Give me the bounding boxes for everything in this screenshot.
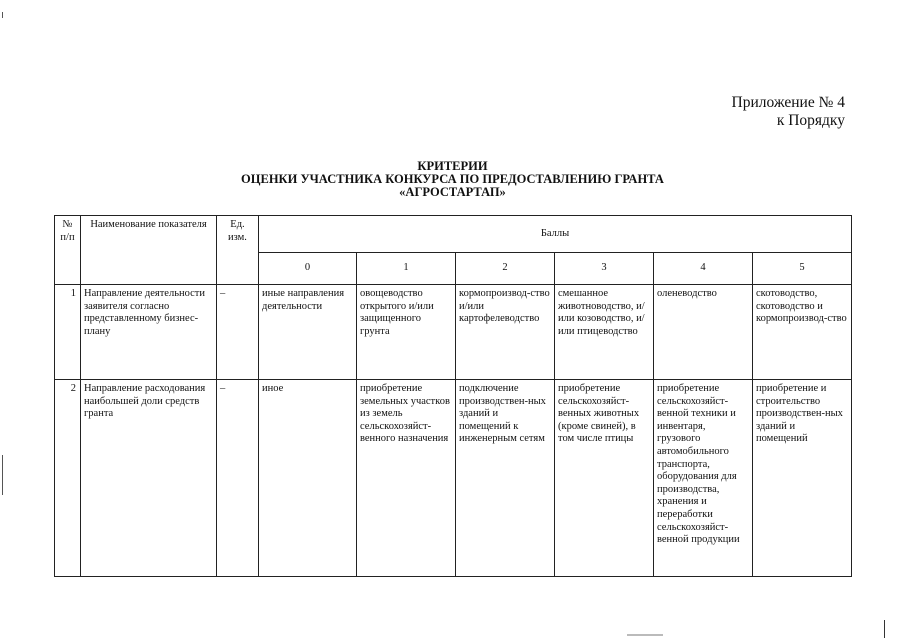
title-line-criteria: КРИТЕРИИ <box>417 159 488 173</box>
appendix-reference <box>732 94 845 130</box>
header-row <box>55 216 852 253</box>
criteria-table <box>54 215 852 577</box>
document-title <box>0 160 905 199</box>
row-score-4: приобретение сельскохозяйст-венной техники и инвентаря, грузового автомобильного транспорта, оборудования для производства, хранения и переработки сельскохозяйст-венной продукции <box>654 380 753 577</box>
scan-mark-right <box>884 620 885 638</box>
title-line-assessment: ОЦЕНКИ УЧАСТНИКА КОНКУРСА ПО ПРЕДОСТАВЛЕНИЮ ГРАНТА <box>241 172 664 186</box>
scan-mark-bottom <box>627 634 663 636</box>
appendix-number: Приложение № 4 <box>731 94 845 111</box>
row-score-0: иное <box>259 380 357 577</box>
header-unit: Ед. изм. <box>217 216 259 285</box>
row-num: 2 <box>55 380 81 577</box>
scan-mark-top <box>2 12 3 18</box>
score-col-2: 2 <box>456 253 555 285</box>
score-col-4: 4 <box>654 253 753 285</box>
score-col-3: 3 <box>555 253 654 285</box>
row-score-0: иные направления деятельности <box>259 285 357 380</box>
header-indicator-name: Наименование показателя <box>81 216 217 285</box>
header-num: № п/п <box>55 216 81 285</box>
row-score-5: скотоводство, скотоводство и кормопроизвод-ство <box>753 285 852 380</box>
score-col-5: 5 <box>753 253 852 285</box>
row-score-1: овощеводство открытого и/или защищенного грунта <box>357 285 456 380</box>
row-score-2: кормопроизвод-ство и/или картофелеводство <box>456 285 555 380</box>
row-score-1: приобретение земельных участков из земель сельскохозяйст-венного назначения <box>357 380 456 577</box>
row-score-3: приобретение сельскохозяйст-венных животных (кроме свиней), в том числе птицы <box>555 380 654 577</box>
score-col-0: 0 <box>259 253 357 285</box>
row-score-3: смешанное животноводство, и/или козоводство, и/или птицеводство <box>555 285 654 380</box>
appendix-order-ref: к Порядку <box>776 112 845 129</box>
row-indicator-name: Направление деятельности заявителя согласно представленному бизнес-плану <box>81 285 217 380</box>
scan-mark-middle <box>2 455 3 495</box>
row-score-2: подключение производствен-ных зданий и помещений к инженерным сетям <box>456 380 555 577</box>
row-indicator-name: Направление расходования наибольшей доли средств гранта <box>81 380 217 577</box>
row-unit: – <box>217 380 259 577</box>
row-score-4: оленеводство <box>654 285 753 380</box>
row-score-5: приобретение и строительство производствен-ных зданий и помещений <box>753 380 852 577</box>
row-unit: – <box>217 285 259 380</box>
table-row <box>55 285 852 380</box>
score-col-1: 1 <box>357 253 456 285</box>
header-scores: Баллы <box>259 216 852 253</box>
title-line-program: «АГРОСТАРТАП» <box>399 185 506 199</box>
table-row <box>55 380 852 577</box>
row-num: 1 <box>55 285 81 380</box>
